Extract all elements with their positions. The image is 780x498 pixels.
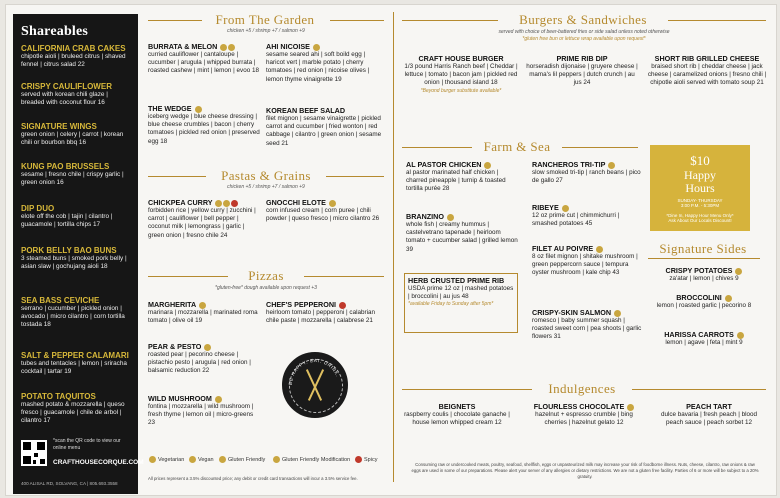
burgers-rule-right — [668, 20, 766, 21]
legend-vegetarian — [148, 456, 184, 463]
shareable-item — [21, 44, 133, 69]
pizzas-subtitle: *gluten-free* dough available upon request +3 — [215, 285, 317, 291]
item-name: CHICKPEA CURRY — [148, 198, 213, 207]
item-desc: fontina | mozzarella | wild mushroom | fresh thyme | lemon oil | micro-greens 23 — [148, 403, 254, 427]
item-name: PRIME RIB DIP — [556, 54, 608, 63]
vegetarian-icon — [329, 200, 336, 207]
price-note: All prices represent a 3.5% discounted price; any debit or credit card transactions will incur a 3.5% service fee. — [148, 476, 358, 481]
item-name: POTATO TAQUITOS — [21, 392, 96, 401]
garden-rule-right — [330, 20, 384, 21]
item-name: KOREAN BEEF SALAD — [266, 106, 346, 115]
side-item-carrots — [648, 330, 760, 347]
item-desc: heirloom tomato | pepperoni | calabrian chile paste | mozzarella | calabrese 21 — [266, 309, 375, 325]
gluten-friendly-icon — [614, 310, 621, 317]
shareable-item — [21, 122, 133, 147]
item-name: PEACH TART — [686, 402, 732, 411]
legend-gf — [218, 456, 265, 463]
item-desc: hazelnut + espresso crumble | bing cherries | hazelnut gelato 12 — [535, 411, 633, 427]
item-name: CRISPY POTATOES — [665, 266, 733, 275]
garden-item-ahi — [266, 42, 384, 84]
item-desc: whole fish | creamy hummus | castelvetrano tapenade | heirloom tomato + cucumber salad | grilled lemon 39 — [406, 221, 518, 253]
item-name: SEA BASS CEVICHE — [21, 296, 100, 305]
pastas-title: Pastas & Grains — [221, 168, 311, 183]
qr-caption: *scan the QR code to view our online menu — [53, 438, 121, 451]
item-name: WILD MUSHROOM — [148, 394, 212, 403]
shareables-panel — [13, 14, 144, 494]
promo-time: 3:00 P.M. - 5:30PM — [680, 203, 720, 208]
farm-rule-left — [402, 147, 472, 148]
item-name: AL PASTOR CHICKEN — [406, 160, 482, 169]
gluten-friendly-icon — [484, 162, 491, 169]
item-desc: dulce bavaria | fresh peach | blood peach sauce | peach sorbet 12 — [660, 411, 758, 427]
item-desc: romesco | baby summer squash | roasted sweet corn | pea shoots | garlic flowers 31 — [532, 317, 642, 341]
garden-rule-left — [148, 20, 202, 21]
item-desc: tubes and tentacles | lemon | sriracha cocktail | tartar 19 — [21, 360, 127, 376]
dessert-item-peach-tart — [656, 402, 762, 427]
garden-item-burrata — [148, 42, 260, 76]
promo-price: $10 — [690, 153, 710, 168]
allergy-notice: Consuming raw or undercooked meats, poultry, seafood, shellfish, eggs or unpasteurized milk may increase your risk of foodborne illness. Nuts, cheese, cilantro, raw onions & raw eggs are used in some of our preparations. Please alert your server of any allergies or dietary restrictions. We are not a gluten free facility. Parties of 6 or more will be subject to a 20% gratuity. — [411, 462, 759, 479]
pizza-item-margherita — [148, 300, 260, 325]
item-desc: marinara | mozzarella | marinated roma tomato | olive oil 19 — [148, 309, 258, 325]
item-desc: 1/3 pound Harris Ranch beef | Cheddar | lettuce | tomato | bacon jam | pickled red onion | thousand island 18 — [404, 63, 518, 87]
item-desc: USDA prime 12 oz | mashed potatoes | broccolini | au jus 48 — [408, 285, 514, 301]
dessert-item-beignets — [404, 402, 510, 427]
item-desc: za'atar | lemon | chives 9 — [669, 275, 739, 282]
restaurant-logo — [282, 352, 348, 418]
pastas-rule-right — [326, 176, 384, 177]
item-desc: roasted pear | pecorino cheese | pistachio pesto | arugula | red onion | balsamic reduction 22 — [148, 351, 251, 375]
burgers-title: Burgers & Sandwiches — [519, 12, 647, 27]
item-desc: corn infused cream | corn puree | chili powder | queso fresco | micro cilantro 26 — [266, 207, 380, 223]
item-desc: green onion | celery | carrot | korean chili or bourbon bbq 16 — [21, 131, 124, 147]
burger-item-craft-house — [402, 54, 520, 95]
pizzas-title: Pizzas — [248, 268, 284, 283]
farm-item-prime-rib — [408, 276, 514, 308]
item-desc: raspberry coulis | chocolate ganache | house lemon whipped cream 12 — [404, 411, 510, 427]
burgers-subtitle: served with choice of beer-battered fries or side salad unless noted otherwise — [498, 29, 670, 35]
legend-label: Gluten Friendly — [228, 456, 266, 463]
website-link[interactable]: CRAFTHOUSECORQUE.COM — [53, 459, 144, 466]
item-desc: slow smoked tri-tip | ranch beans | pico de gallo 27 — [532, 169, 641, 185]
gluten-friendly-icon — [608, 162, 615, 169]
gluten-friendly-icon — [725, 295, 732, 302]
gluten-friendly-icon — [447, 214, 454, 221]
item-name: BEIGNETS — [438, 402, 476, 411]
gluten-friendly-icon — [195, 106, 202, 113]
pizza-item-wild-mushroom — [148, 394, 260, 428]
spicy-icon — [339, 302, 346, 309]
pasta-item-gnocchi — [266, 198, 384, 223]
vegetarian-icon — [215, 396, 222, 403]
shareables-title: Shareables — [21, 24, 89, 39]
vegetarian-icon — [204, 344, 211, 351]
happy-hours-promo — [650, 145, 750, 231]
shareable-item — [21, 82, 133, 107]
item-desc: elote off the cob | tajin | cilantro | guacamole | tortilla chips 17 — [21, 213, 113, 229]
indulgences-rule-right — [632, 389, 766, 390]
column-divider — [393, 12, 394, 482]
pasta-item-chickpea — [148, 198, 260, 240]
vegan-icon — [215, 200, 222, 207]
legend-label: Spicy — [364, 456, 378, 463]
item-desc: served with korean chili glaze | breaded with coconut flour 16 — [21, 91, 108, 107]
spicy-icon — [355, 456, 362, 463]
item-desc: forbidden rice | yellow curry | zucchini | carrot | cauliflower | bell pepper | coconut milk | lemongrass | garlic | green onion | fresno chile 24 — [148, 207, 256, 239]
item-desc: sesame | fresno chile | crispy garlic | green onion 16 — [21, 171, 124, 187]
pizzas-rule-left — [148, 276, 228, 277]
svg-text:BE HAPPY. EAT. DRINK. — [288, 358, 340, 385]
promo-ask: Ask About Our Locals Discount! — [668, 218, 732, 223]
sides-title: Signature Sides — [659, 241, 747, 256]
item-name: HARISSA CARROTS — [664, 330, 734, 339]
farm-item-salmon — [532, 308, 642, 342]
item-note: *available Friday to Sunday after 5pm* — [408, 301, 494, 308]
dessert-item-flourless — [526, 402, 642, 427]
item-desc: iceberg wedge | blue cheese dressing | blue cheese crumbles | bacon | cherry tomatoes | pickled red onion | preserved egg 18 — [148, 113, 260, 145]
burger-item-short-rib — [646, 54, 768, 88]
item-name: HERB CRUSTED PRIME RIB — [408, 276, 505, 285]
side-item-broccolini — [648, 293, 760, 310]
item-name: KUNG PAO BRUSSELS — [21, 162, 110, 171]
vegetarian-icon — [199, 302, 206, 309]
legend-spicy — [354, 456, 377, 463]
farm-item-ribeye — [532, 203, 642, 228]
shareable-item — [21, 162, 133, 187]
item-name: RANCHEROS TRI-TIP — [532, 160, 606, 169]
item-note: *Beyond burger substitute available* — [420, 87, 502, 94]
item-name: FILET AU POIVRE — [532, 244, 594, 253]
address-text: 400 ALISAL RD, SOLVANG, CA | 805.693.3558 — [21, 481, 118, 486]
vegetarian-icon — [220, 44, 227, 51]
gluten-friendly-icon — [313, 44, 320, 51]
garden-subtitle: chicken +5 / shrimp +7 / salmon +9 — [227, 28, 305, 34]
item-name: DIP DUO — [21, 204, 55, 213]
item-desc: curried cauliflower | cantaloupe | cucumber | arugula | whipped burrata | roasted cashew | mint | lemon | evoo 18 — [148, 51, 259, 75]
burgers-subtitle-2: *gluten free bun or lettuce wrap available upon request* — [522, 36, 646, 42]
legend-label: Vegetarian — [158, 456, 185, 463]
garden-item-korean-beef — [266, 106, 384, 148]
item-name: SHORT RIB GRILLED CHEESE — [654, 54, 760, 63]
item-desc: lemon | roasted garlic | pecorino 8 — [656, 302, 752, 309]
shareable-item — [21, 296, 133, 330]
legend-vegan — [188, 456, 214, 463]
pastas-rule-left — [148, 176, 206, 177]
item-name: BURRATA & MELON — [148, 42, 218, 51]
farm-title: Farm & Sea — [483, 139, 551, 154]
farm-item-al-pastor — [406, 160, 518, 194]
farm-rule-right — [562, 147, 638, 148]
qr-code[interactable] — [21, 440, 47, 466]
item-desc: filet mignon | sesame vinaigrette | pickled carrot and cucumber | fried wonton | red cabbage | cilantro | green onion | sesame seed 21 — [266, 115, 382, 147]
pastas-subtitle: chicken +5 / shrimp +7 / salmon +9 — [227, 184, 305, 190]
item-name: CHEF'S PEPPERONI — [266, 300, 337, 309]
item-desc: serrano | cucumber | pickled onion | avocado | micro cilantro | corn tortilla tostada 18 — [21, 305, 125, 329]
promo-line1: Happy — [684, 168, 716, 182]
farm-item-branzino — [406, 212, 518, 254]
item-desc: sesame seared ahi | soft boild egg | haricot vert | marble potato | cherry tomatoes | red onion | nicoise olives | lemon thyme vinaigrette 19 — [266, 51, 370, 83]
item-name: FLOURLESS CHOCOLATE — [533, 402, 625, 411]
side-item-potatoes — [648, 266, 760, 283]
legend-label: Gluten Friendly Modification — [282, 456, 351, 463]
gluten-friendly-icon — [228, 44, 235, 51]
garden-title: From The Garden — [215, 12, 315, 27]
gluten-friendly-icon — [627, 404, 634, 411]
vegan-icon — [189, 456, 196, 463]
item-desc: 3 steamed buns | smoked pork belly | asian slaw | gochujang aioli 18 — [21, 255, 127, 271]
logo-text: BE HAPPY. EAT. DRINK. — [287, 357, 341, 386]
legend-gfm — [272, 456, 350, 463]
indulgences-title: Indulgences — [548, 381, 616, 396]
item-name: GNOCCHI ELOTE — [266, 198, 326, 207]
item-desc: chipotle aioli | bruleed citrus | shaved fennel | citrus salad 22 — [21, 53, 126, 69]
logo-text-ring — [284, 354, 346, 416]
item-name: SIGNATURE WINGS — [21, 122, 97, 131]
shareable-item — [21, 351, 133, 376]
shareable-item — [21, 246, 133, 271]
item-desc: 8 oz filet mignon | shitake mushroom | green peppercorn sauce | tempura oyster mushroom | kale chip 43 — [532, 253, 638, 277]
item-desc: horseradish dijonaise | gruyere cheese | mama's lil peppers | dutch crunch | au jus 24 — [526, 63, 638, 87]
promo-line2: Hours — [685, 181, 715, 195]
gluten-friendly-icon — [737, 332, 744, 339]
indulgences-rule-left — [402, 389, 532, 390]
farm-item-tri-tip — [532, 160, 642, 185]
vegetarian-icon — [149, 456, 156, 463]
garden-item-wedge — [148, 104, 260, 146]
promo-days: SUNDAY- THURSDAY — [677, 198, 723, 203]
burger-item-prime-rib-dip — [526, 54, 638, 88]
gluten-mod-icon — [273, 456, 280, 463]
gluten-friendly-icon — [219, 456, 226, 463]
pizza-item-pear-pesto — [148, 342, 260, 376]
item-name: SALT & PEPPER CALAMARI — [21, 351, 129, 360]
item-desc: braised short rib | cheddar cheese | jack cheese | caramelized onions | fresno chili | chipotle aioli served with tomato soup 21 — [647, 63, 767, 87]
promo-note: *Dine In, Happy Hour Menu Only* — [666, 213, 734, 218]
item-name: CRAFT HOUSE BURGER — [418, 54, 504, 63]
farm-item-filet — [532, 244, 642, 278]
item-name: BRANZINO — [406, 212, 444, 221]
shareable-item — [21, 204, 133, 229]
item-name: BROCCOLINI — [676, 293, 722, 302]
item-name: PEAR & PESTO — [148, 342, 202, 351]
pizza-item-pepperoni — [266, 300, 384, 325]
item-name: MARGHERITA — [148, 300, 196, 309]
burgers-rule-left — [402, 20, 498, 21]
gluten-friendly-icon — [562, 205, 569, 212]
item-name: AHI NICOISE — [266, 42, 310, 51]
item-name: CRISPY-SKIN SALMON — [532, 308, 612, 317]
item-name: THE WEDGE — [148, 104, 192, 113]
item-name: RIBEYE — [532, 203, 559, 212]
gluten-friendly-icon — [596, 246, 603, 253]
item-name: PORK BELLY BAO BUNS — [21, 246, 117, 255]
gluten-friendly-icon — [223, 200, 230, 207]
item-desc: 12 oz prime cut | chimmichurri | smashed potatoes 45 — [532, 212, 620, 228]
item-desc: mashed potato & mozzarella | queso fresco | guacamole | chile de arbol | cilantro 17 — [21, 401, 125, 425]
legend-label: Vegan — [198, 456, 214, 463]
item-desc: lemon | agave | feta | mint 9 — [665, 339, 743, 346]
shareable-item — [21, 392, 133, 426]
sides-rule — [648, 258, 760, 259]
item-name: CALIFORNIA CRAB CAKES — [21, 44, 126, 53]
item-name: CRISPY CAULIFLOWER — [21, 82, 112, 91]
item-desc: al pastor marinated half chicken | charred pineapple | turnip & toasted tortilla purée 28 — [406, 169, 506, 193]
spicy-icon — [231, 200, 238, 207]
pizzas-rule-right — [304, 276, 384, 277]
gluten-friendly-icon — [735, 268, 742, 275]
